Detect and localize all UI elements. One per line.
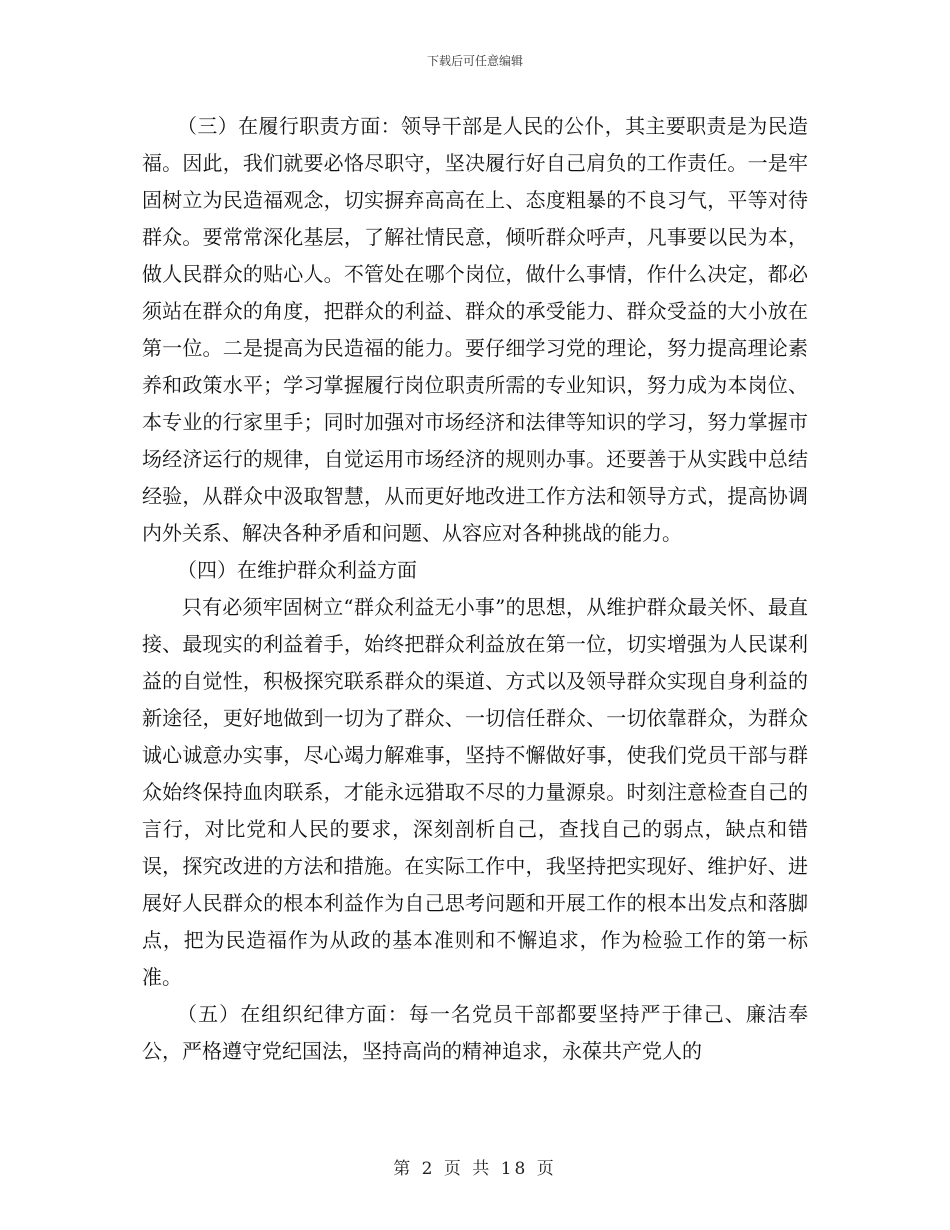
paragraph-organizational-discipline: （五）在组织纪律方面：每一名党员干部都要坚持严于律己、廉洁奉公，严格遵守党纪国法，坚持高尚的精神追求，永葆共产党人的: [142, 1002, 808, 1063]
section-heading-mass-interests: （四）在维护群众利益方面: [177, 558, 417, 582]
paragraph-mass-interests: 只有必须牢固树立“群众利益无小事”的思想，从维护群众最关怀、最直接、最现实的利益着手，始终把群众利益放在第一位，切实增强为人民谋利益的自觉性，积极探究联系群众的渠道、方式以及领导群众实现自身利益的新途径，更好地做到一切为了群众、一切信任群众、一切依靠群众，为群众诚心诚意办实事，尽心竭力解难事，坚持不懈做好事，使我们党员干部与群众始终保持血肉联系，才能永远猎取不尽的力量源泉。时刻注意检查自己的言行，对比党和人民的要求，深刻剖析自己，查找自己的弱点，缺点和错误，探究改进的方法和措施。在实际工作中，我坚持把实现好、维护好、进展好人民群众的根本利益作为自己思考问题和开展工作的根本出发点和落脚点，把为民造福作为从政的基本准则和不懈追求，作为检验工作的第一标准。: [142, 595, 808, 989]
page-header-note: 下载后可任意编辑: [426, 54, 523, 68]
document-body: [142, 108, 808, 1070]
page-number: 第 2 页 共 18 页: [393, 1159, 557, 1179]
paragraph-duty-performance: （三）在履行职责方面：领导干部是人民的公仆，其主要职责是为民造福。因此，我们就要必恪尽职守，坚决履行好自己肩负的工作责任。一是牢固树立为民造福观念，切实摒弃高高在上、态度粗暴的不良习气，平等对待群众。要常常深化基层，了解社情民意，倾听群众呼声，凡事要以民为本，做人民群众的贴心人。不管处在哪个岗位，做什么事情，作什么决定，都必须站在群众的角度，把群众的利益、群众的承受能力、群众受益的大小放在第一位。二是提高为民造福的能力。要仔细学习党的理论，努力提高理论素养和政策水平；学习掌握履行岗位职责所需的专业知识，努力成为本岗位、本专业的行家里手；同时加强对市场经济和法律等知识的学习，努力掌握市场经济运行的规律，自觉运用市场经济的规则办事。还要善于从实践中总结经验，从群众中汲取智慧，从而更好地改进工作方法和领导方式，提高协调内外关系、解决各种矛盾和问题、从容应对各种挑战的能力。: [142, 114, 808, 545]
